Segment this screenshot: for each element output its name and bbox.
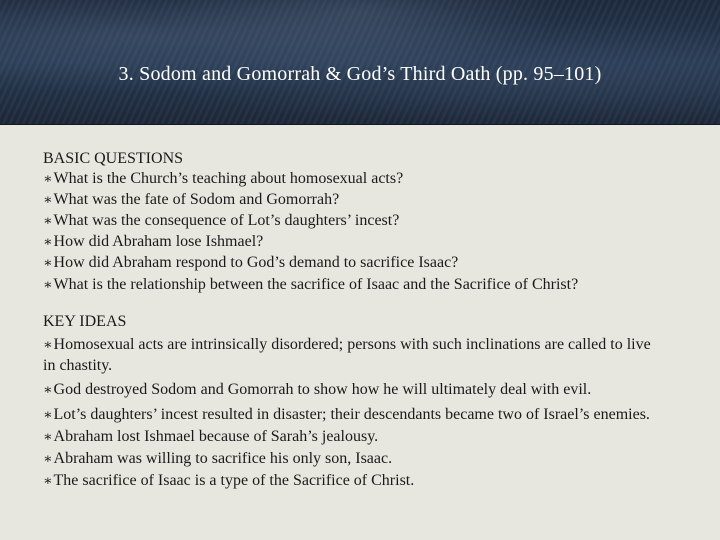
bullet-icon: ∗ xyxy=(43,172,53,187)
bullet-icon: ∗ xyxy=(43,430,53,445)
basic-questions-heading: BASIC QUESTIONS xyxy=(43,150,184,167)
bullet-icon: ∗ xyxy=(43,383,53,398)
question-item: ∗What is the Church’s teaching about homosexual acts? xyxy=(43,170,404,187)
basic-questions-list xyxy=(43,169,663,294)
key-ideas-section xyxy=(43,312,663,492)
idea-item: ∗God destroyed Sodom and Gomorrah to show how he will ultimately deal with evil. xyxy=(43,381,592,398)
bullet-icon: ∗ xyxy=(43,256,53,271)
bullet-icon: ∗ xyxy=(43,474,53,489)
question-item: ∗How did Abraham lose Ishmael? xyxy=(43,233,264,250)
bullet-icon: ∗ xyxy=(43,214,53,229)
question-item: ∗How did Abraham respond to God’s demand to sacrifice Isaac? xyxy=(43,254,459,271)
idea-item: ∗Lot’s daughters’ incest resulted in disaster; their descendants became two of Israel’s enemies. xyxy=(43,405,650,423)
key-ideas-heading: KEY IDEAS xyxy=(43,313,127,330)
idea-item: ∗Abraham lost Ishmael because of Sarah’s jealousy. xyxy=(43,428,379,445)
question-item: ∗What was the consequence of Lot’s daughters’ incest? xyxy=(43,212,400,229)
bullet-icon: ∗ xyxy=(43,278,53,293)
slide-body xyxy=(43,149,663,492)
slide-title: 3. Sodom and Gomorrah & God’s Third Oath (pp. 95–101) xyxy=(118,63,602,85)
idea-item: ∗Abraham was willing to sacrifice his only son, Isaac. xyxy=(43,450,393,467)
bullet-icon: ∗ xyxy=(43,407,53,423)
bullet-icon: ∗ xyxy=(43,452,53,467)
idea-item: ∗Homosexual acts are intrinsically disordered; persons with such inclinations are called to live in chastity. xyxy=(43,336,651,374)
idea-item: ∗The sacrifice of Isaac is a type of the Sacrifice of Christ. xyxy=(43,472,415,489)
bullet-icon: ∗ xyxy=(43,193,53,208)
key-ideas-list xyxy=(43,332,663,492)
bullet-icon: ∗ xyxy=(43,235,53,250)
section-gap xyxy=(43,294,663,312)
question-item: ∗What was the fate of Sodom and Gomorrah? xyxy=(43,191,340,208)
slide-header xyxy=(0,0,720,125)
bullet-icon: ∗ xyxy=(43,338,53,353)
basic-questions-section xyxy=(43,149,663,294)
question-item: ∗What is the relationship between the sacrifice of Isaac and the Sacrifice of Christ? xyxy=(43,276,579,293)
